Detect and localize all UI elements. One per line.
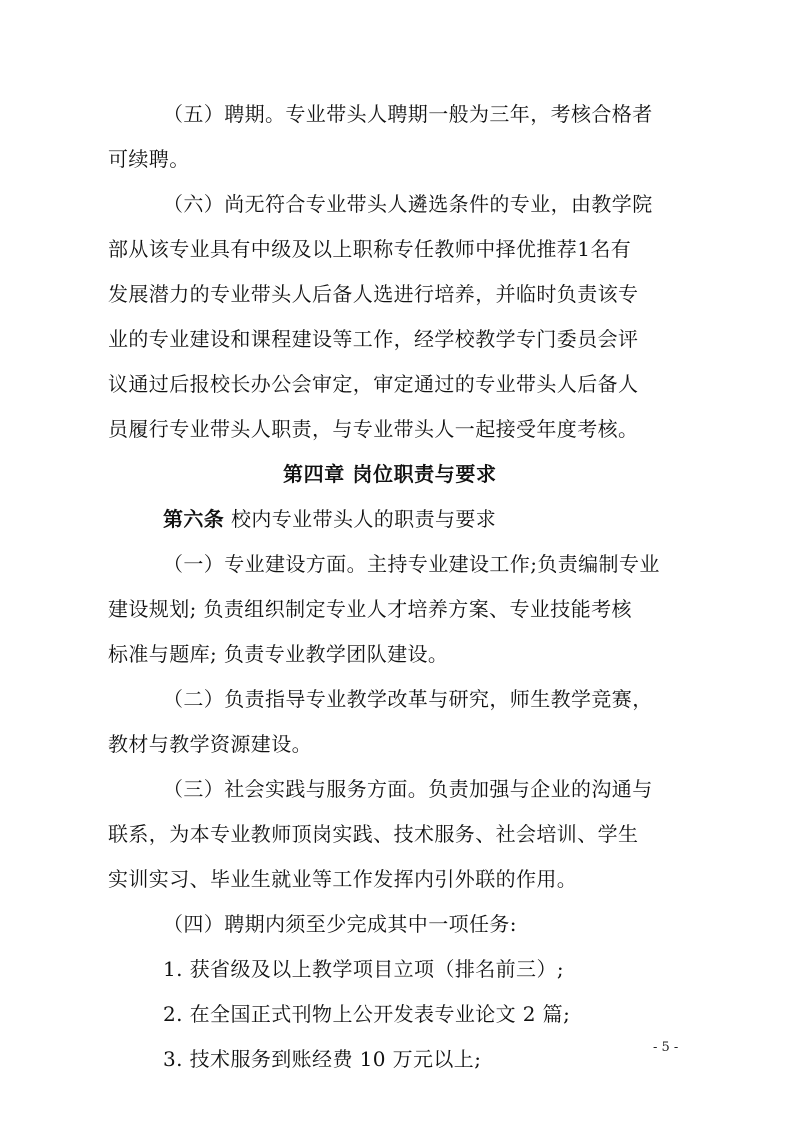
article-6-spacer xyxy=(224,507,231,531)
item-2-line-1: （二）负责指导专业教学改革与研究，师生教学竞赛， xyxy=(163,687,653,711)
task-1: 1. 获省级及以上教学项目立项（排名前三）; xyxy=(163,957,564,981)
task-3: 3. 技术服务到账经费 10 万元以上; xyxy=(163,1047,482,1071)
paragraph-6-line-1: （六）尚无符合专业带头人遴选条件的专业，由教学院 xyxy=(163,192,653,216)
paragraph-6-line-3: 发展潜力的专业带头人后备人选进行培养，并临时负责该专 xyxy=(108,282,639,306)
paragraph-6-line-2: 部从该专业具有中级及以上职称专任教师中择优推荐1名有 xyxy=(108,237,632,261)
item-3-line-2: 联系，为本专业教师顶岗实践、技术服务、社会培训、学生 xyxy=(108,822,639,846)
task-2: 2. 在全国正式刊物上公开发表专业论文 2 篇; xyxy=(163,1002,571,1026)
item-1-line-1: （一）专业建设方面。主持专业建设工作;负责编制专业 xyxy=(163,552,660,576)
item-4-line-1: （四）聘期内须至少完成其中一项任务: xyxy=(163,912,517,936)
article-6-title: 校内专业带头人的职责与要求 xyxy=(230,507,497,531)
article-6-label: 第六条 xyxy=(163,507,225,531)
paragraph-6-line-4: 业的专业建设和课程建设等工作，经学校教学专门委员会评 xyxy=(108,327,639,351)
page-number: - 5 - xyxy=(653,1040,679,1055)
item-2-line-2: 教材与教学资源建设。 xyxy=(108,732,312,756)
article-6-line xyxy=(163,505,496,533)
paragraph-5-line-1: （五）聘期。专业带头人聘期一般为三年，考核合格者 xyxy=(163,102,653,126)
item-3-line-1: （三）社会实践与服务方面。负责加强与企业的沟通与 xyxy=(163,777,653,801)
paragraph-6-line-6: 员履行专业带头人职责，与专业带头人一起接受年度考核。 xyxy=(108,417,639,441)
paragraph-5-line-2: 可续聘。 xyxy=(108,147,190,171)
item-1-line-3: 标准与题库; 负责专业教学团队建设。 xyxy=(108,642,449,666)
paragraph-6-line-5: 议通过后报校长办公会审定，审定通过的专业带头人后备人 xyxy=(108,372,639,396)
item-1-line-2: 建设规划; 负责组织制定专业人才培养方案、专业技能考核 xyxy=(108,597,632,621)
item-3-line-3: 实训实习、毕业生就业等工作发挥内引外联的作用。 xyxy=(108,867,578,891)
chapter-heading: 第四章 岗位职责与要求 xyxy=(283,462,497,486)
